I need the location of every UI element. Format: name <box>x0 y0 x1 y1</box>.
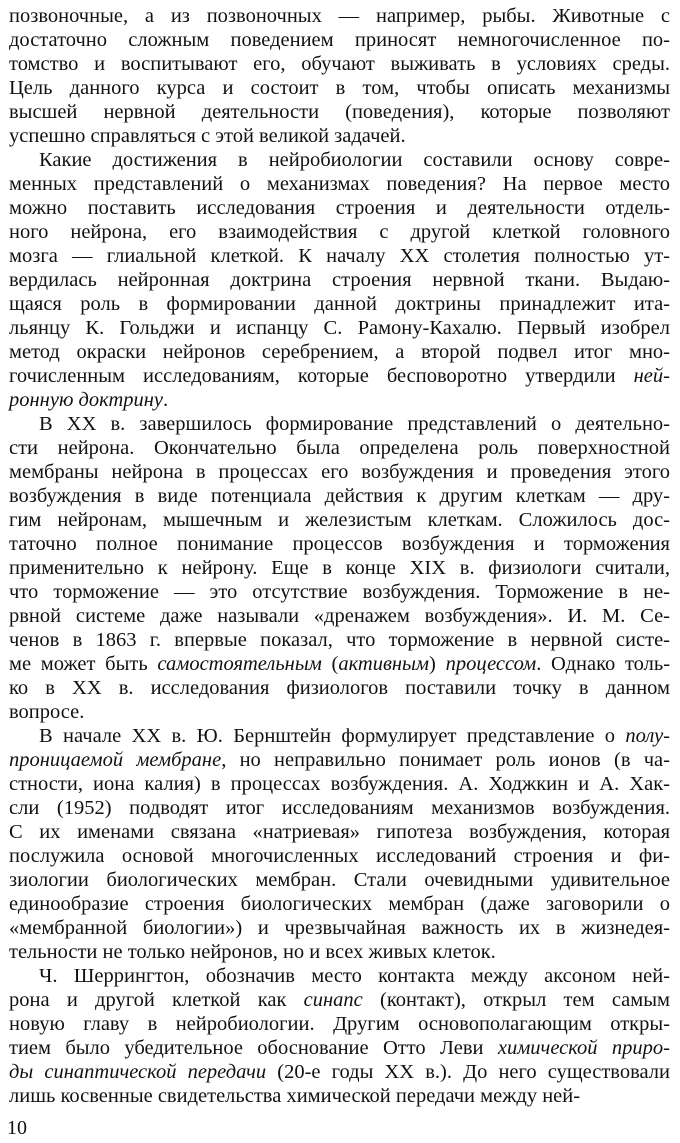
italic-term: проницаемой мембране <box>9 749 222 771</box>
text-run: томство и воспитывают его, обучают выживать в условиях среды. <box>9 53 670 75</box>
italic-term: процессом <box>445 653 537 675</box>
text-run: мембраны нейрона в процессах его возбуждения и проведения этого <box>9 461 670 483</box>
italic-term: ней- <box>633 365 670 387</box>
text-run: Какие достижения в нейробиологии составили основу совре- <box>39 149 670 171</box>
text-run: успешно справляться с этой великой задачей. <box>9 125 406 147</box>
text-line <box>9 364 670 388</box>
text-run: ) <box>429 653 446 675</box>
text-run: «мембранной биологии») и чрезвычайная важность их в жизнедея- <box>9 917 670 939</box>
text-run: ко в XX в. исследования физиологов поставили точку в данном <box>9 677 670 699</box>
text-line <box>9 724 670 748</box>
text-run: мозга — глиальной клеткой. К началу XX столетия полностью ут- <box>9 245 670 267</box>
text-line <box>9 172 670 196</box>
text-line <box>9 940 670 964</box>
text-run: лишь косвенные свидетельства химической передачи между ней- <box>9 1085 581 1107</box>
paragraph <box>9 148 670 412</box>
page-number: 10 <box>7 1117 27 1139</box>
text-line <box>9 964 670 988</box>
text-run: вопросе. <box>9 701 85 723</box>
text-line <box>9 508 670 532</box>
text-run: гочисленным исследованиям, которые бесповоротно утвердили <box>9 365 634 387</box>
text-line <box>9 700 670 724</box>
italic-term: самостоятельным <box>157 653 322 675</box>
text-run: Ч. Шеррингтон, обозначив место контакта между аксоном ней- <box>39 965 670 987</box>
text-line <box>9 484 670 508</box>
text-run: льянцу К. Гольджи и испанцу С. Рамону-Кахалю. Первый изобрел <box>9 317 670 339</box>
text-line <box>9 580 670 604</box>
text-run: рвной системе даже называли «дренажем возбуждения». И. М. Се- <box>9 605 670 627</box>
text-run: послужила основой многочисленных исследований строения и фи- <box>9 845 670 867</box>
text-line <box>9 556 670 580</box>
text-line <box>9 772 670 796</box>
text-run: что торможение — это отсутствие возбуждения. Торможение в не- <box>9 581 670 603</box>
text-line <box>9 52 670 76</box>
text-line <box>9 748 670 772</box>
italic-term: ронную доктрину <box>9 389 164 411</box>
paragraph <box>9 4 670 148</box>
text-line <box>9 124 670 148</box>
text-line <box>9 796 670 820</box>
text-line <box>9 244 670 268</box>
text-line <box>9 532 670 556</box>
text-line <box>9 1060 670 1084</box>
italic-term: ды синаптической передачи <box>9 1061 267 1083</box>
text-line <box>9 28 670 52</box>
text-line <box>9 292 670 316</box>
text-line <box>9 604 670 628</box>
page-body <box>9 4 670 1108</box>
text-run: тельности не только нейронов, но и всех живых клеток. <box>9 941 496 963</box>
text-line <box>9 316 670 340</box>
text-line <box>9 628 670 652</box>
text-run: ченов в 1863 г. впервые показал, что торможение в нервной систе- <box>9 629 670 651</box>
italic-term: химической приро- <box>497 1037 670 1059</box>
text-line <box>9 868 670 892</box>
text-line <box>9 1036 670 1060</box>
text-run: стности, иона калия) в процессах возбуждения. А. Ходжкин и А. Хак- <box>9 773 670 795</box>
text-run: позвоночные, а из позвоночных — например, рыбы. Животные с <box>9 5 670 27</box>
text-run: рона и другой клеткой как <box>9 989 304 1011</box>
text-run: . Однако толь- <box>536 653 671 675</box>
text-run: зиологии биологических мембран. Стали очевидными удивительное <box>9 869 670 891</box>
italic-term: синапс <box>303 989 363 1011</box>
text-run: тием было убедительное обоснование Отто Леви <box>9 1037 498 1059</box>
text-run: В начале XX в. Ю. Бернштейн формулирует представление о <box>39 725 626 747</box>
text-run: можно поставить исследования строения и деятельности отдель- <box>9 197 670 219</box>
text-run: менных представлений о механизмах поведения? На первое место <box>9 173 670 195</box>
text-run: , но неправильно понимает роль ионов (в ча- <box>221 749 670 771</box>
text-run: высшей нервной деятельности (поведения), которые позволяют <box>9 101 670 123</box>
text-run: ного нейрона, его взаимодействия с другой клеткой головного <box>9 221 670 243</box>
text-run: С их именами связана «натриевая» гипотеза возбуждения, которая <box>9 821 670 843</box>
text-run: (20-е годы XX в.). До него существовали <box>266 1061 670 1083</box>
text-line <box>9 4 670 28</box>
text-run: применительно к нейрону. Еще в конце XIX в. физиологи считали, <box>9 557 670 579</box>
italic-term: полу- <box>625 725 670 747</box>
text-run: вердилась нейронная доктрина строения нервной ткани. Выдаю- <box>9 269 670 291</box>
paragraph <box>9 412 670 724</box>
text-line <box>9 148 670 172</box>
text-run: сти нейрона. Окончательно была определена роль поверхностной <box>9 437 670 459</box>
text-line <box>9 1012 670 1036</box>
text-line <box>9 676 670 700</box>
text-run: сли (1952) подводят итог исследованиям механизмов возбуждения. <box>9 797 670 819</box>
text-run: (контакт), открыл тем самым <box>362 989 670 1011</box>
text-line <box>9 76 670 100</box>
text-run: новую главу в нейробиологии. Другим основополагающим откры- <box>9 1013 670 1035</box>
text-line <box>9 916 670 940</box>
text-run: метод окраски нейронов серебрением, а второй подвел итог мно- <box>9 341 670 363</box>
text-line <box>9 196 670 220</box>
text-run: гим нейронам, мышечным и железистым клеткам. Сложилось дос- <box>9 509 670 531</box>
text-run: возбуждения в виде потенциала действия к другим клеткам — дру- <box>9 485 670 507</box>
text-line <box>9 460 670 484</box>
text-line <box>9 100 670 124</box>
text-run: В XX в. завершилось формирование представлений о деятельно- <box>39 413 670 435</box>
text-run: единообразие строения биологических мембран (даже заговорили о <box>9 893 670 915</box>
text-line <box>9 388 670 412</box>
text-line <box>9 652 670 676</box>
text-run: щаяся роль в формировании данной доктрины принадлежит ита- <box>9 293 670 315</box>
text-line <box>9 1084 670 1108</box>
paragraph <box>9 724 670 964</box>
text-line <box>9 820 670 844</box>
text-run: ( <box>321 653 339 675</box>
paragraph <box>9 964 670 1108</box>
text-run: . <box>163 389 169 411</box>
text-run: таточно полное понимание процессов возбуждения и торможения <box>9 533 670 555</box>
text-line <box>9 892 670 916</box>
text-run: Цель данного курса и состоит в том, чтобы описать механизмы <box>9 77 670 99</box>
text-run: ме может быть <box>9 653 158 675</box>
text-run: достаточно сложным поведением приносят немногочисленное по- <box>9 29 670 51</box>
text-line <box>9 412 670 436</box>
text-line <box>9 268 670 292</box>
text-line <box>9 220 670 244</box>
text-line <box>9 844 670 868</box>
text-line <box>9 988 670 1012</box>
italic-term: активным <box>338 653 430 675</box>
text-line <box>9 436 670 460</box>
text-line <box>9 340 670 364</box>
